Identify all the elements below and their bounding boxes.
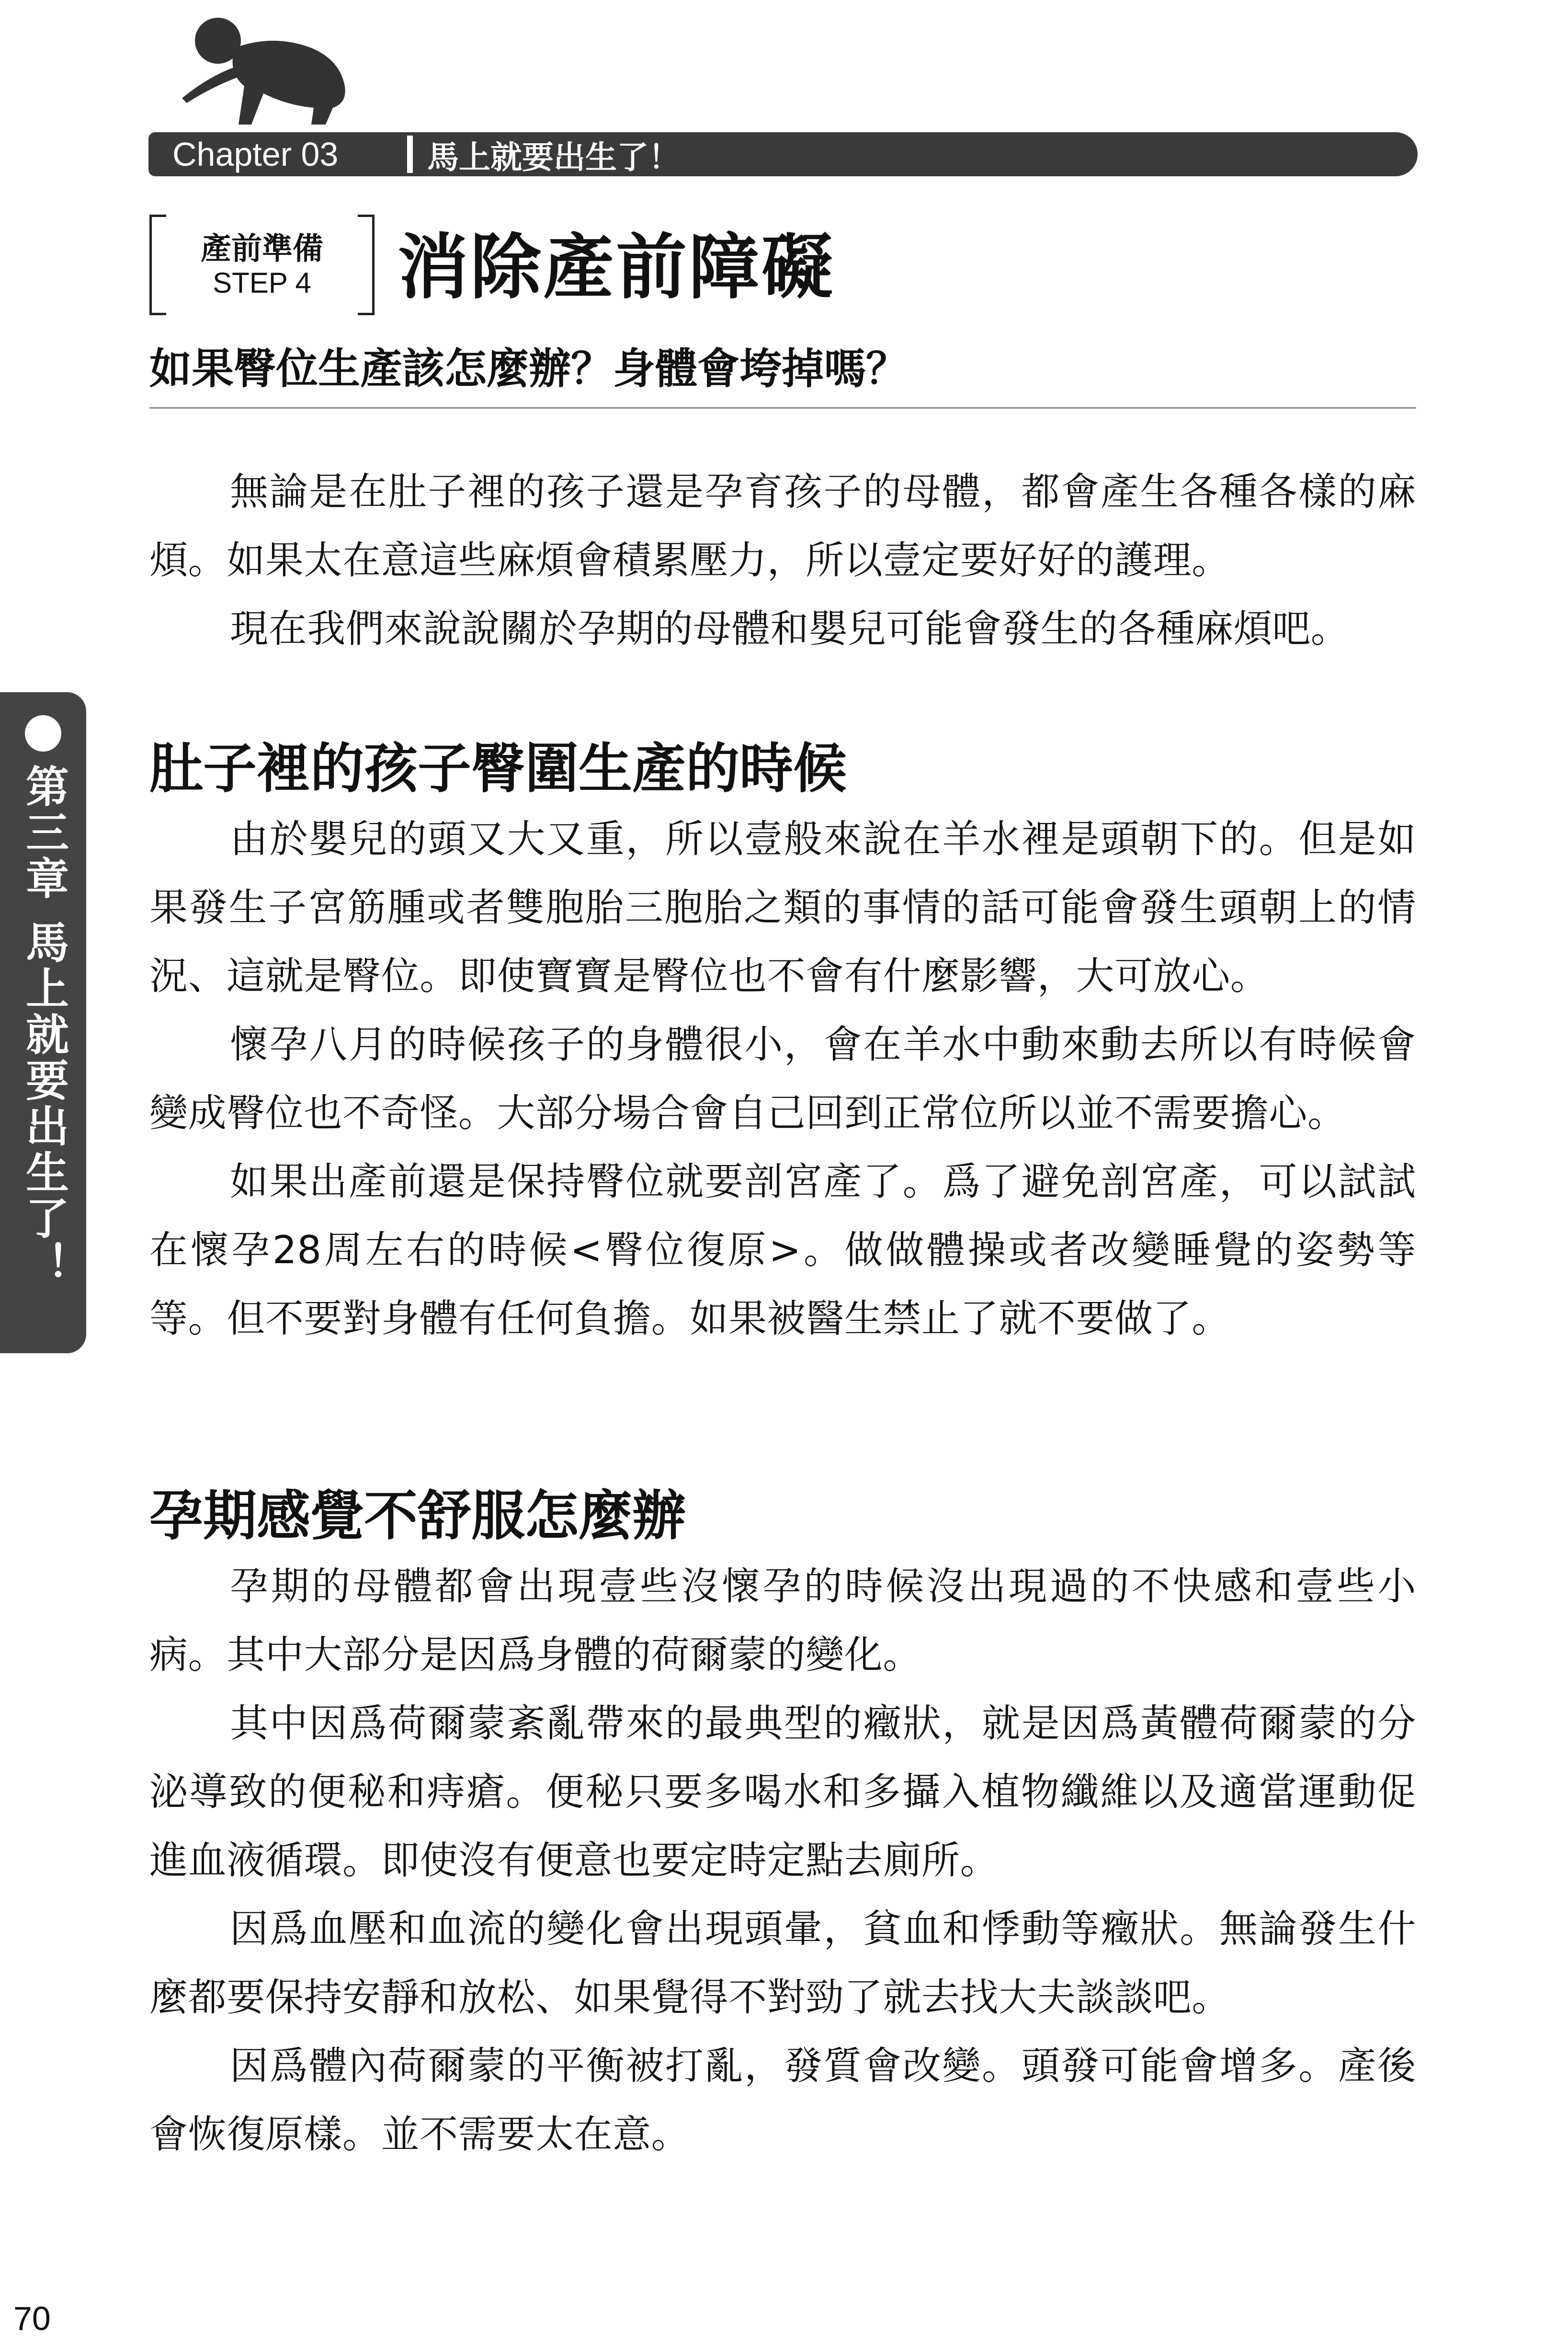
intro-paragraph: 現在我們來說說關於孕期的母體和嬰兒可能會發生的各種麻煩吧。	[230, 606, 1350, 651]
section-paragraph: 懷孕八月的時候孩子的身體很小，會在羊水中動來動去所以有時候會變成臀位也不奇怪。大部分場合會自己回到正常位所以並不需要擔心。	[149, 1022, 1416, 1135]
crawling-baby-icon	[168, 14, 369, 129]
section-heading-breech: 肚子裡的孩子臀圍生產的時候	[149, 738, 847, 800]
page-subtitle: 如果臀位生產該怎麼辦？身體會垮掉嗎？	[149, 344, 909, 393]
section-paragraph: 孕期的母體都會出現壹些沒懷孕的時候沒出現過的不快感和壹些小病。其中大部分是因爲身體的荷爾蒙的變化。	[149, 1564, 1416, 1677]
page-number: 70	[13, 2300, 51, 2337]
step-category: 產前準備	[201, 231, 323, 267]
subtitle-divider	[149, 407, 1416, 409]
step-box	[149, 215, 375, 310]
step-number: STEP 4	[213, 267, 311, 299]
chapter-label: Chapter 03	[172, 136, 339, 173]
section-breech	[149, 733, 1416, 1353]
intro-text	[149, 457, 1416, 663]
chapter-side-tab	[0, 692, 86, 1353]
section-discomfort	[149, 1480, 1416, 2169]
page-title: 消除產前障礙	[398, 226, 834, 308]
section-paragraph: 其中因爲荷爾蒙紊亂帶來的最典型的癥狀，就是因爲黃體荷爾蒙的分泌導致的便秘和痔瘡。便秘只要多喝水和多攝入植物纖維以及適當運動促進血液循環。即使沒有便意也要定時定點去廁所。	[149, 1701, 1416, 1883]
chapter-divider	[407, 136, 413, 173]
section-heading-discomfort: 孕期感覺不舒服怎麼辦	[149, 1485, 686, 1547]
section-paragraph: 因爲體內荷爾蒙的平衡被打亂，發質會改變。頭發可能會增多。產後會恢復原樣。並不需要太在意。	[149, 2044, 1416, 2157]
chapter-title: 馬上就要出生了！	[427, 138, 680, 176]
chapter-header-bar	[148, 132, 1418, 176]
side-tab-label: 第三章 馬上就要出生了！	[18, 764, 68, 1288]
section-paragraph: 由於嬰兒的頭又大又重，所以壹般來說在羊水裡是頭朝下的。但是如果發生子宮筋腫或者雙胞胎三胞胎之類的事情的話可能會發生頭朝上的情況、這就是臀位。即使寶寶是臀位也不會有什麼影響，大可放心。	[149, 817, 1416, 998]
intro-paragraph: 無論是在肚子裡的孩子還是孕育孩子的母體，都會產生各種各樣的麻煩。如果太在意這些麻煩會積累壓力，所以壹定要好好的護理。	[149, 469, 1416, 582]
section-paragraph: 如果出產前還是保持臀位就要剖宮產了。爲了避免剖宮產，可以試試在懷孕28周左右的時候<臀位復原>。做做體操或者改變睡覺的姿勢等等。但不要對身體有任何負擔。如果被醫生禁止了就不要做了。	[149, 1159, 1416, 1341]
bullet-dot-icon	[25, 715, 61, 752]
section-paragraph: 因爲血壓和血流的變化會出現頭暈，貧血和悸動等癥狀。無論發生什麼都要保持安靜和放松、如果覺得不對勁了就去找大夫談談吧。	[149, 1907, 1416, 2020]
